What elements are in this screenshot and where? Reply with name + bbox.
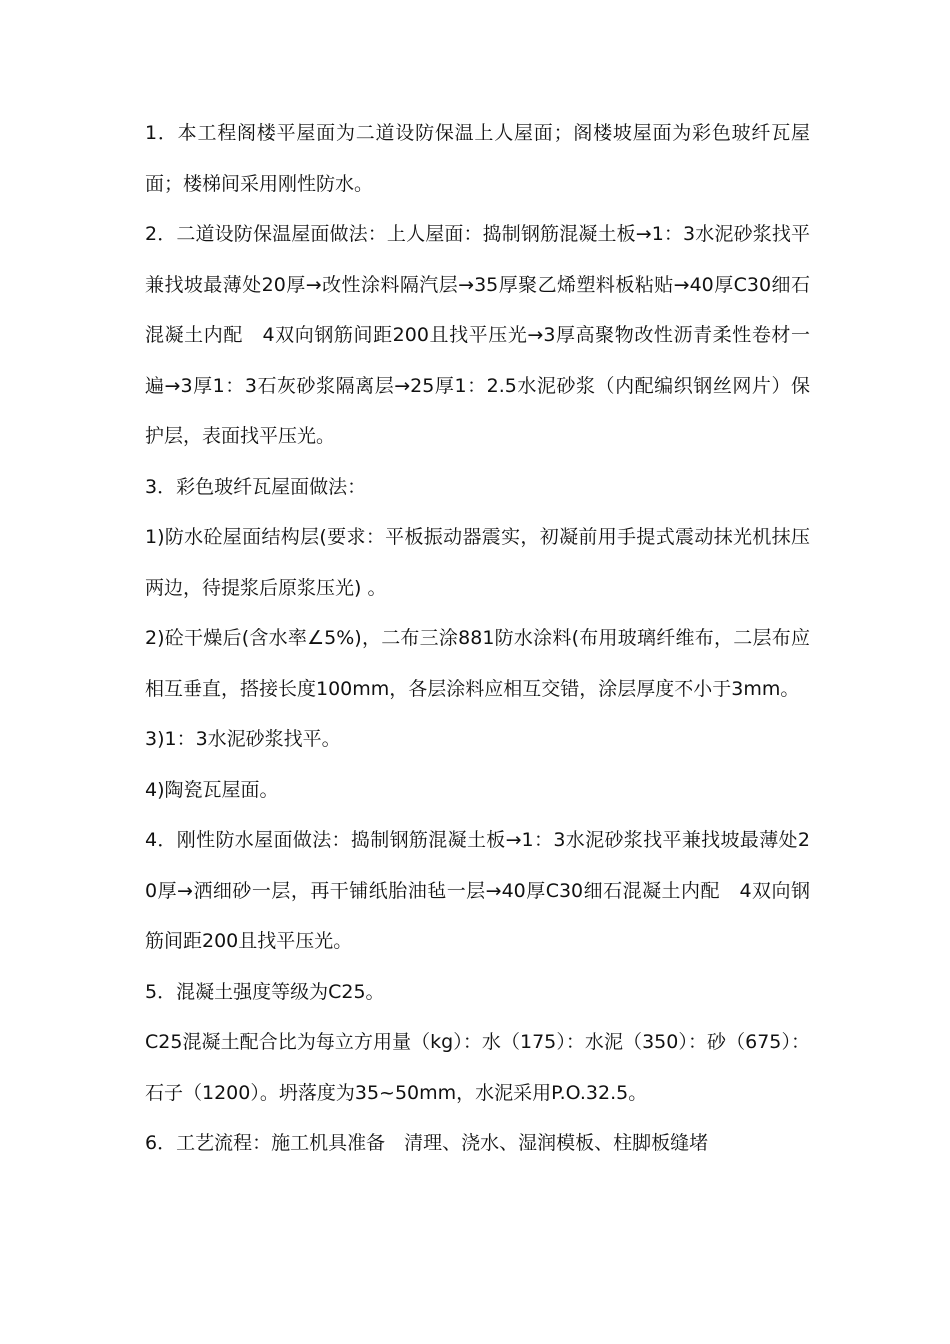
- paragraph-3-item-4: 4)陶瓷瓦屋面。: [145, 778, 279, 801]
- paragraph-6: 6．工艺流程：施工机具准备 清理、浇水、湿润模板、柱脚板缝堵: [145, 1132, 709, 1154]
- paragraph-5: 5．混凝土强度等级为C25。: [145, 980, 385, 1003]
- paragraph-4: 4．刚性防水屋面做法：捣制钢筋混凝土板→1：3水泥砂浆找平兼找坡最薄处20厚→洒细砂一层，再干铺纸胎油毡一层→40厚C30细石混凝土内配 4双向钢筋间距200且找平压光。: [145, 829, 810, 952]
- paragraph-1: 1．本工程阁楼平屋面为二道设防保温上人屋面；阁楼坡屋面为彩色玻纤瓦屋面；楼梯间采用刚性防水。: [145, 122, 810, 195]
- document-body: [145, 108, 810, 1169]
- paragraph-5-mix-ratio: C25混凝土配合比为每立方用量（kg）：水（175）：水泥（350）：砂（675）：石子（1200）。坍落度为35~50mm，水泥采用P.O.32.5。: [145, 1031, 810, 1104]
- paragraph-3-item-3: 3)1：3水泥砂浆找平。: [145, 728, 341, 750]
- paragraph-3-item-2: 2)砼干燥后(含水率∠5%)，二布三涂881防水涂料(布用玻璃纤维布，二层布应相互垂直，搭接长度100mm，各层涂料应相互交错，涂层厚度不小于3mm。: [145, 627, 810, 700]
- paragraph-3: 3．彩色玻纤瓦屋面做法：: [145, 475, 367, 498]
- paragraph-2: 2．二道设防保温屋面做法：上人屋面：捣制钢筋混凝土板→1：3水泥砂浆找平兼找坡最薄处20厚→改性涂料隔汽层→35厚聚乙烯塑料板粘贴→40厚C30细石混凝土内配 4双向钢筋间距200且找平压光→3厚高聚物改性沥青柔性卷材一遍→3厚1：3石灰砂浆隔离层→25厚1：2.5水泥砂浆（内配编织钢丝网片）保护层，表面找平压光。: [145, 223, 810, 447]
- paragraph-3-item-1: 1)防水砼屋面结构层(要求：平板振动器震实，初凝前用手提式震动抹光机抹压两边，待提浆后原浆压光) 。: [145, 526, 810, 599]
